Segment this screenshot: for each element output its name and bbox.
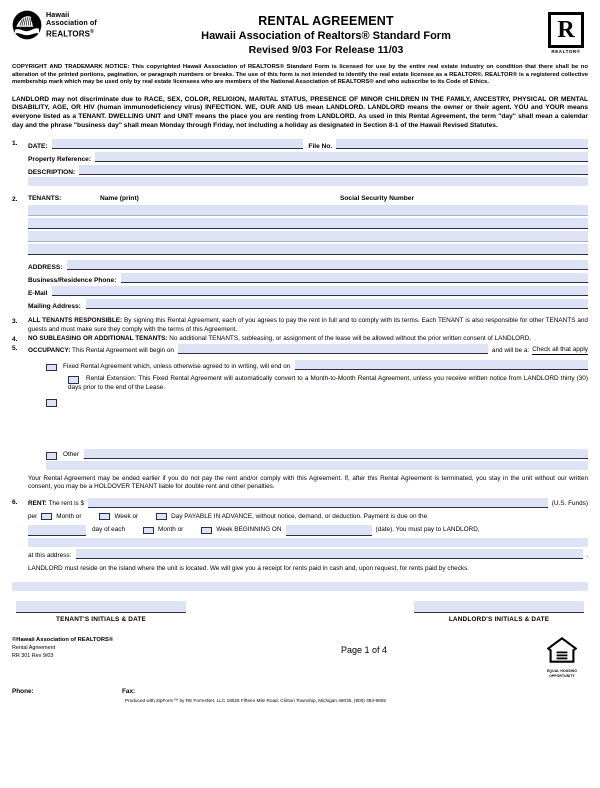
occupancy-begin-date-input[interactable] (178, 344, 488, 354)
beginning-on-date-input[interactable] (286, 525, 372, 536)
at-this-address-input[interactable] (76, 549, 583, 559)
tenant-address-label: ADDRESS: (28, 264, 63, 272)
section-4-heading: NO SUBLEASING OR ADDITIONAL TENANTS: (28, 334, 168, 342)
due-week-checkbox[interactable] (201, 527, 212, 535)
section-5-number: 5. (12, 345, 18, 353)
org-line-3: REALTORS (46, 29, 91, 39)
check-all-that-apply-label: Check all that apply (532, 346, 588, 355)
title-block (108, 10, 544, 56)
per-label: per (28, 512, 38, 520)
landlord-initials-caption: LANDLORD'S INITIALS & DATE (448, 616, 550, 624)
nondiscrimination-paragraph: LANDLORD may not discriminate due to RACE, SEX, COLOR, RELIGION, MARITAL STATUS, PRESENCE OF MINOR CHILDREN IN THE FAMILY, ANCESTRY, PHYSICAL OR MENTAL DISABILITY, AGE, OR HIV (human immunodeficiency virus) INFECTION. WE, OUR AND US mean LANDLORD. LANDLORD means the owner or their agent. YOU and YOUR means everyone listed as a TENANT. DWELLING UNIT and UNIT means the place you are renting from LANDLORD. As used in this Rental Agreement, the term "day" shall mean a calendar day and the phrase "business day" shall mean Monday through Friday, not including a holiday as designated in Section 8-1 of the Hawaii Revised Statutes. (12, 95, 588, 129)
rent-week-label: Week or (114, 512, 139, 520)
fixed-rental-agreement-label: Fixed Rental Agreement which, unless otherwise agreed to in writing, will end on (63, 362, 291, 370)
realtor-trademark-logo (544, 10, 588, 54)
org-line-1: Hawaii (46, 10, 70, 20)
tenant-row[interactable] (28, 244, 588, 255)
rent-per-day-checkbox[interactable] (156, 513, 167, 521)
tenant-initials-input[interactable] (16, 601, 186, 613)
section-1-number: 1. (12, 140, 18, 148)
section-3-text: By signing this Rental Agreement, each of you agrees to pay the rent in full and to comply with its terms. Each TENANT is also responsible for other TENANTS and guests and must make sure they comply with the terms of this Agreement. (28, 317, 588, 333)
landlord-initials-input[interactable] (414, 601, 584, 613)
at-this-address-label: at this address: (28, 551, 72, 559)
fixed-rental-agreement-checkbox[interactable] (46, 364, 57, 372)
realtor-caption: REALTOR® (551, 49, 581, 54)
file-no-label: File No. (308, 143, 333, 151)
section-3-heading: ALL TENANTS RESPONSIBLE: (28, 317, 123, 325)
section-6-number: 6. (12, 498, 18, 506)
blank-option-checkbox[interactable] (46, 399, 57, 407)
due-month-checkbox[interactable] (143, 527, 154, 535)
rental-extension-label: Rental Extension: This Fixed Rental Agreement will automatically convert to a Month-to-Month Rental Agreement, unless you receive written notice from LANDLORD thirty (30) days prior to the end of the Lease. (68, 375, 588, 391)
eho-caption-line-1: EQUAL HOUSING (547, 669, 577, 674)
tenants-name-column-header: Name (print) (100, 195, 139, 203)
tenant-row[interactable] (28, 205, 588, 216)
other-option-input[interactable] (84, 449, 588, 459)
description-label: DESCRIPTION: (28, 169, 76, 177)
section-2-tenants (12, 195, 588, 310)
description-input[interactable] (79, 165, 588, 175)
us-funds-label: (U.S. Funds) (551, 500, 588, 508)
rent-amount-input[interactable] (88, 498, 548, 508)
realtor-r-letter: R (557, 17, 575, 43)
hawaii-realtors-wordmark (46, 11, 97, 39)
tenant-mailing-address-input[interactable] (86, 299, 588, 309)
footer-copyright: ©Hawaii Association of REALTORS® (12, 637, 114, 644)
rent-per-week-checkbox[interactable] (99, 513, 110, 521)
property-reference-label: Property Reference: (28, 156, 92, 164)
due-day-input[interactable] (28, 525, 86, 536)
rent-month-label: Month or (56, 512, 82, 520)
footer-form-name: Rental Agreement (12, 644, 56, 651)
date-note-label: (date). You must pay to LANDLORD, (375, 526, 480, 534)
property-reference-input[interactable] (95, 152, 588, 162)
section-5-tail: and will be a: (491, 346, 530, 354)
date-label: DATE: (28, 143, 48, 151)
tenant-email-label: E-Mail (28, 290, 48, 298)
footer-fax-label: Fax: (122, 687, 136, 695)
footer-form-code: RR 301 Rev 9/03 (12, 652, 54, 659)
document-subtitle: Hawaii Association of Realtors® Standard Form (201, 30, 451, 42)
tenant-row[interactable] (28, 218, 588, 229)
mountain-wave-icon (12, 10, 42, 40)
landlord-initials-block (414, 601, 584, 623)
page-bottom-band (12, 582, 588, 591)
hawaii-realtors-logo (12, 10, 108, 40)
date-input[interactable] (52, 139, 304, 149)
equal-housing-house-icon (547, 637, 577, 663)
initials-row (16, 601, 584, 623)
section-1-date (12, 139, 588, 186)
org-line-2: Association of (46, 18, 97, 28)
other-option-checkbox[interactable] (46, 452, 57, 460)
document-header (0, 0, 600, 56)
equal-housing-opportunity-logo (536, 637, 588, 677)
document-footer (12, 637, 588, 677)
footer-form-identification (12, 637, 192, 660)
tenant-initials-block (16, 601, 186, 623)
fixed-rental-end-date-input[interactable] (295, 360, 588, 370)
holdover-paragraph: Your Rental Agreement may be ended earlier if you do not pay the rent and/or comply with this Agreement. If, after this Rental Agreement is terminated, you stay in the unit without our written consent, you may be a HOLDOVER TENANT liable for double rent and other penalties. (28, 474, 588, 491)
rent-continuation-band[interactable] (28, 538, 588, 547)
section-5-heading: OCCUPANCY: (28, 346, 71, 354)
eho-caption-line-2: OPPORTUNITY (549, 673, 575, 678)
section-6-rent (12, 498, 588, 574)
rental-extension-checkbox[interactable] (68, 376, 79, 384)
produced-with-zipform-line: Produced with ZipForm™ by RE FormsNet, LLC 18025 Fifteen Mile Road, Clinton Township, Michigan 48035, (800) 383-9805 (125, 697, 386, 703)
tenant-address-input[interactable] (67, 260, 588, 270)
rent-day-label: Day PAYABLE IN ADVANCE, without notice, demand, or deduction. Payment is due on the (171, 512, 428, 520)
section-4-number: 4. (12, 335, 18, 343)
tenant-initials-caption: TENANT'S INITIALS & DATE (56, 616, 146, 624)
description-continuation-band[interactable] (28, 177, 588, 186)
week-beginning-on-label: Week BEGINNING ON (216, 526, 282, 534)
section-5-lead: This Rental Agreement will begin on (70, 346, 174, 354)
tenant-phone-input[interactable] (121, 273, 588, 283)
other-option-label: Other (63, 451, 79, 459)
section-3-number: 3. (12, 318, 18, 326)
page-number: Page 1 of 4 (340, 645, 388, 656)
tenant-mailing-address-label: Mailing Address: (28, 303, 81, 311)
section-3-all-tenants-responsible (12, 317, 588, 334)
tenant-phone-label: Business/Residence Phone: (28, 277, 117, 285)
document-revision: Revised 9/03 For Release 11/03 (248, 44, 404, 56)
address-period: . (586, 551, 588, 559)
section-6-heading: RENT: (28, 500, 47, 508)
day-of-each-label: day of each (92, 526, 126, 534)
footer-phone-label: Phone: (12, 687, 34, 695)
landlord-reside-paragraph: LANDLORD must reside on the island where the unit is located. We will give you a receipt for rents paid in cash and, upon request, for rents paid by checks. (28, 564, 470, 572)
registered-mark: ® (90, 28, 94, 35)
tenants-label: TENANTS: (28, 195, 62, 203)
other-option-continuation-band[interactable] (46, 461, 588, 470)
phone-fax-row (12, 688, 588, 695)
file-no-input[interactable] (336, 139, 588, 149)
tenants-ssn-column-header: Social Security Number (340, 195, 415, 203)
copyright-notice: COPYRIGHT AND TRADEMARK NOTICE: This copyrighted Hawaii Association of REALTORS® Standard Form is licensed for use by the entire real estate industry on condition that there shall be no alteration of the printed portions, pagination, or paragraph numbers or breaks. The use of this form is not intended to identify the real estate licensee as a REALTOR®. REALTOR® is a registered collective membership mark which may be used only by real estate licensees who are members of the National Association of REALTORS® and who subscribe to its Code of Ethics. (12, 64, 588, 86)
document-title: RENTAL AGREEMENT (258, 14, 394, 28)
realtor-r-icon (548, 12, 584, 48)
tenant-email-input[interactable] (52, 286, 588, 296)
due-month-label: Month or (158, 526, 184, 534)
tenant-row[interactable] (28, 231, 588, 242)
blank-option-write-in-area[interactable] (28, 407, 588, 449)
section-5-occupancy (12, 344, 588, 491)
section-4-text: No additional TENANTS, subleasing, or assignment of the lease will be allowed without the prior written consent of LANDLORD. (167, 334, 532, 342)
section-4-no-subleasing (12, 335, 588, 343)
rent-per-month-checkbox[interactable] (41, 513, 52, 521)
section-2-number: 2. (12, 196, 18, 204)
rent-is-label: The rent is $ (46, 500, 85, 508)
